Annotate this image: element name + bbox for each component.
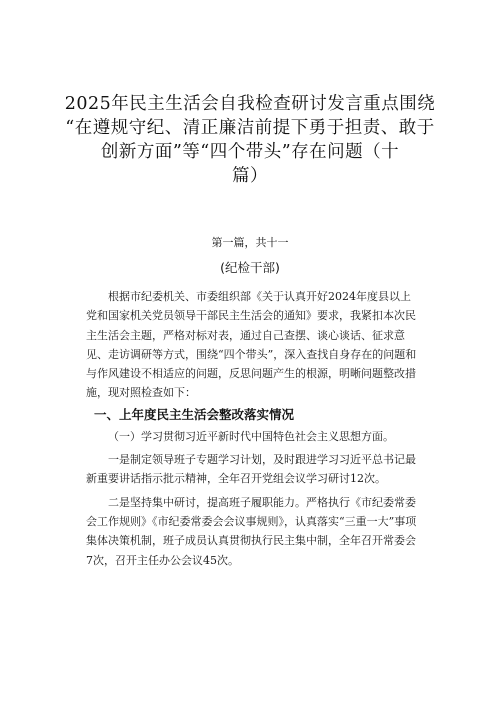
document-body xyxy=(86,287,418,570)
title-line: 创新方面”等“四个带头”存在问题（十 xyxy=(100,142,400,162)
document-byline: (纪检干部) xyxy=(220,260,280,275)
intro-paragraph: 根据市纪委机关、市委组织部《关于认真开好2024年度县以上党和国家机关党员领导干部民主生活会的通知》要求，我紧扣本次民主生活会主题，严格对标对表，通过自己查摆、谈心谈话、征求意见、走访调研等方式，围绕“四个带头”，深入查找自身存在的问题和与作风建设不相适应的问题，反思问题产生的根源，明晰问题整改措施，现对照检查如下： xyxy=(86,290,417,400)
title-line: 2025年民主生活会自我检查研讨发言重点围绕 xyxy=(64,94,436,114)
document-title xyxy=(60,92,440,188)
document-subtitle: 第一篇，共十一 xyxy=(211,236,289,249)
body-paragraph: 二是坚持集中研讨，提高班子履职能力。严格执行《市纪委常委会工作规则》《市纪委常委会会议事规则》，认真落实“三重一大”事项集体决策机制，班子成员认真贯彻执行民主集中制，全年召开常委会7次，召开主任办公会议45次。 xyxy=(86,495,417,567)
body-paragraph: 一是制定领导班子专题学习计划，及时跟进学习习近平总书记最新重要讲话指示批示精神，全年召开党组会议学习研讨12次。 xyxy=(86,453,416,486)
title-line: “在遵规守纪、清正廉洁前提下勇于担责、敢于 xyxy=(65,118,435,138)
subsection-heading: （一）学习贯彻习近平新时代中国特色社会主义思想方面。 xyxy=(108,429,394,443)
section-heading: 一、上年度民主生活会整改落实情况 xyxy=(94,406,295,422)
title-line: 篇） xyxy=(232,166,268,186)
